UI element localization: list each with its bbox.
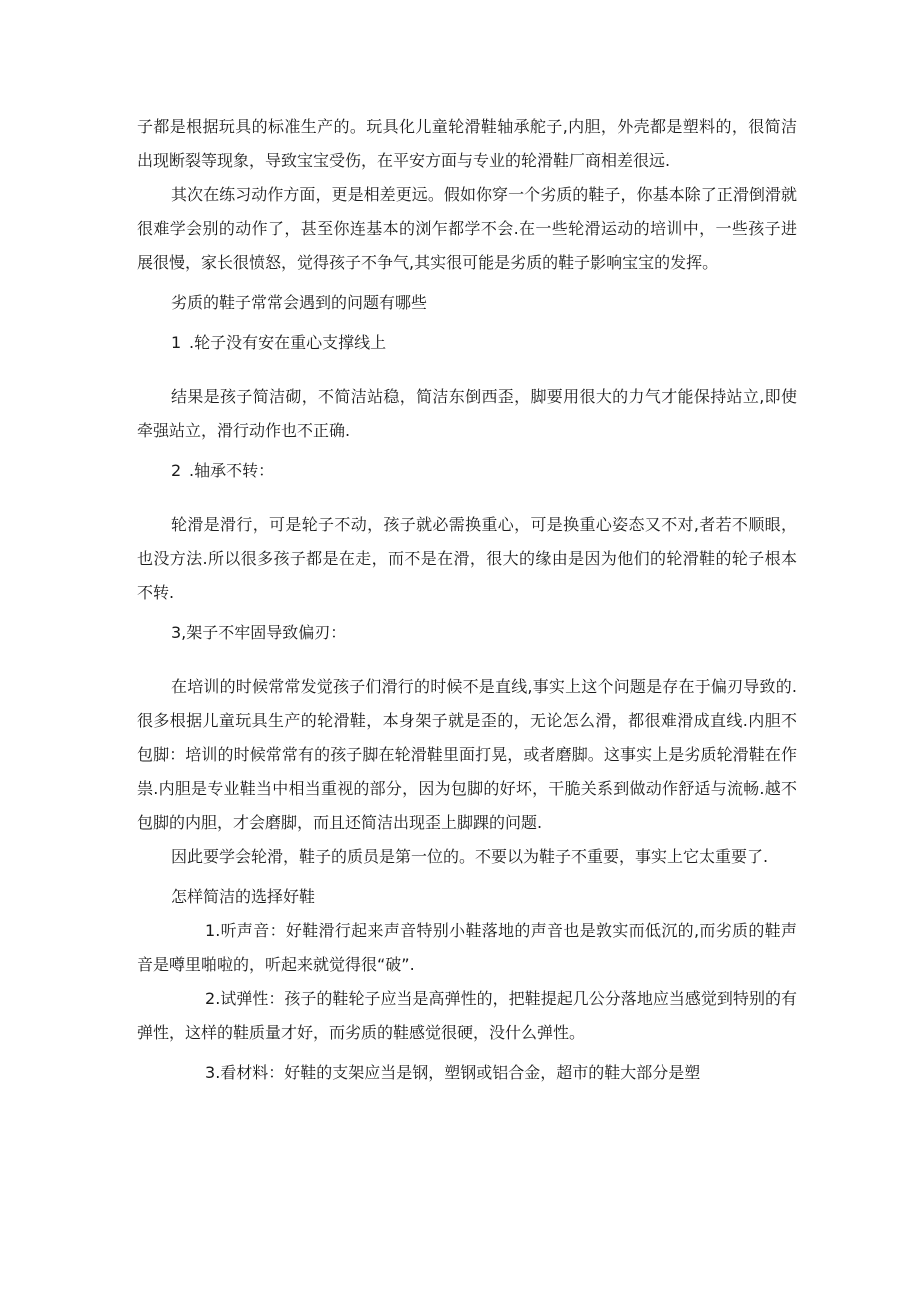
paragraph-problem-3-detail: 在培训的时候常常发觉孩子们滑行的时候不是直线,事实上这个问题是存在于偏刃导致的.很多根据儿童玩具生产的轮滑鞋，本身架子就是歪的，无论怎么滑，都很难滑成直线.内胆不包脚：培训的时候常常有的孩子脚在轮滑鞋里面打晃，或者磨脚。这事实上是劣质轮滑鞋在作祟.内胆是专业鞋当中相当重视的部分，因为包脚的好坏，干脆关系到做动作舒适与流畅.越不包脚的内胆，才会磨脚，而且还简洁出现歪上脚踝的问题. <box>137 677 797 832</box>
list-item-problem-3: 3,架子不牢固导致偏刃： <box>171 623 347 642</box>
list-number: 2 <box>171 461 182 480</box>
paragraph-problem-2-detail: 轮滑是滑行，可是轮子不动，孩子就必需换重心，可是换重心姿态又不对,者若不顺眼，也没方法.所以很多孩子都是在走，而不是在滑，很大的缘由是因为他们的轮滑鞋的轮子根本不转. <box>137 515 797 602</box>
list-item-text: .轴承不转： <box>189 461 275 480</box>
list-item-tip-2 <box>137 982 797 1050</box>
list-item-tip-3 <box>137 1056 797 1090</box>
list-item-problem-1 <box>137 326 797 360</box>
list-number: 1 <box>171 333 182 352</box>
list-item-text: .听声音：好鞋滑行起来声音特别小鞋落地的声音也是敦实而低沉的,而劣质的鞋声音是噂里啪啦的，听起来就觉得很“破”. <box>137 921 797 974</box>
paragraph-conclusion: 因此要学会轮滑，鞋子的质员是第一位的。不要以为鞋子不重要，事实上它太重要了. <box>171 847 769 866</box>
paragraph-problem-1-detail: 结果是孩子简洁砌，不简洁站稳，简洁东倒西歪，脚要用很大的力气才能保持站立,即使牵强站立，滑行动作也不正确. <box>137 387 797 440</box>
list-number: 2 <box>205 989 216 1008</box>
list-item-text: .看材料：好鞋的支架应当是钢，塑钢或铝合金，超市的鞋大部分是塑 <box>215 1063 701 1082</box>
section-heading-choosing: 怎样简洁的选择好鞋 <box>171 887 316 906</box>
list-item-text: .试弹性：孩子的鞋轮子应当是高弹性的，把鞋提起几公分落地应当感觉到特别的有弹性，这样的鞋质量才好，而劣质的鞋感觉很硬，没什么弹性。 <box>137 989 797 1042</box>
list-item-text: .轮子没有安在重心支撑线上 <box>189 333 387 352</box>
section-heading-problems: 劣质的鞋子常常会遇到的问题有哪些 <box>171 293 428 312</box>
list-number: 3 <box>205 1063 216 1082</box>
list-number: 1 <box>205 921 216 940</box>
list-item-problem-2 <box>137 454 797 488</box>
document-body <box>137 110 797 1090</box>
list-item-tip-1 <box>137 914 797 982</box>
paragraph-intro-continued: 子都是根据玩具的标准生产的。玩具化儿童轮滑鞋轴承舵子,内胆，外壳都是塑料的，很简洁出现断裂等现象，导致宝宝受伤，在平安方面与专业的轮滑鞋厂商相差很远. <box>137 117 797 170</box>
paragraph-practice: 其次在练习动作方面，更是相差更远。假如你穿一个劣质的鞋子，你基本除了正滑倒滑就很难学会别的动作了，甚至你连基本的浏乍都学不会.在一些轮滑运动的培训中，一些孩子进展很慢，家长很愤怒，觉得孩子不争气,其实很可能是劣质的鞋子影响宝宝的发挥。 <box>137 185 797 272</box>
